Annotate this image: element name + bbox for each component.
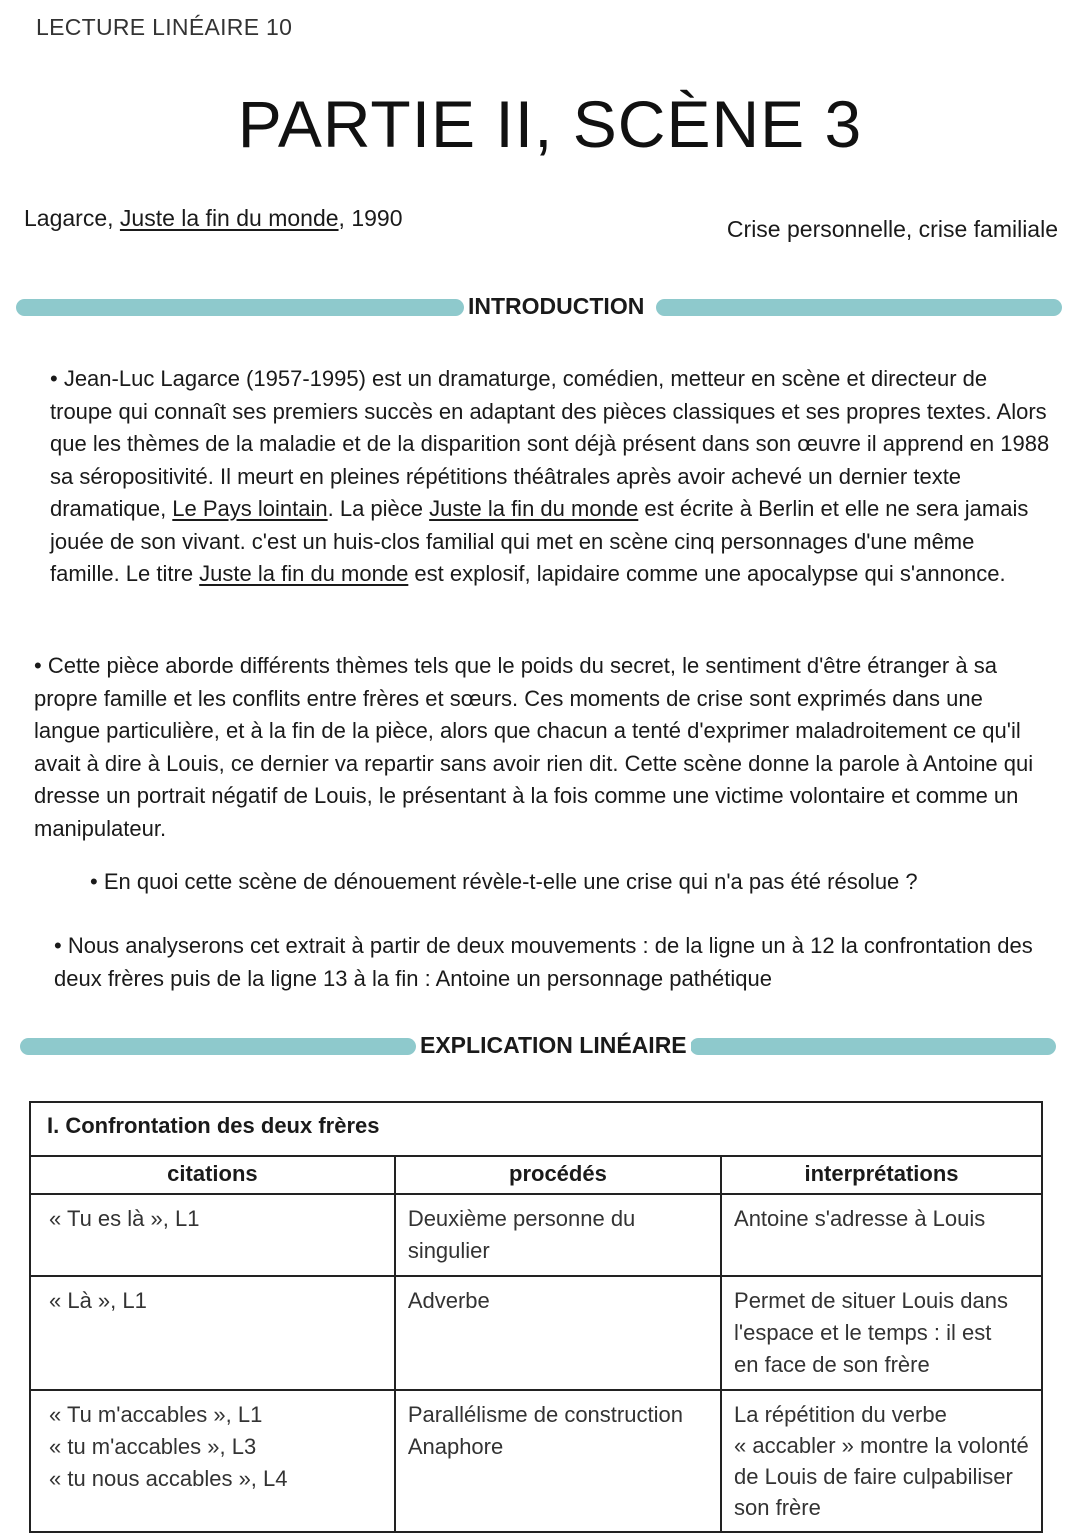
citation-cell	[30, 1390, 395, 1532]
interpretation-line: l'espace et le temps : il est	[734, 1320, 992, 1345]
section-bar-right	[656, 299, 1062, 316]
interpretation-line: « accabler » montre la volonté	[734, 1433, 1029, 1458]
citation-line: « tu m'accables », L3	[49, 1434, 257, 1459]
interpretation-line: son frère	[734, 1495, 821, 1520]
intro-p1-text-d: est explosif, lapidaire comme une apocalypse qui s'annonce.	[408, 561, 1006, 586]
intro-paragraph-2: • Cette pièce aborde différents thèmes tels que le poids du secret, le sentiment d'être étranger à sa propre famille et les conflits entre frères et sœurs. Ces moments de crise sont exprimés dans une langue particulière, et à la fin de la pièce, alors que chacun a tenté d'exprimer maladroitement ce qu'il avait à dire à Louis, ce dernier va repartir sans avoir rien dit. Cette scène donne la parole à Antoine qui dresse un portrait négatif de Louis, le présentant à la fois comme une victime volontaire et comme un manipulateur.	[34, 653, 1034, 841]
author: Lagarce,	[24, 205, 120, 231]
interpretation-cell	[721, 1276, 1042, 1390]
explication-section-header	[20, 1029, 1056, 1065]
work-title: Juste la fin du monde	[119, 205, 339, 231]
procede-line: singulier	[407, 1238, 490, 1263]
intro-p1-text-a: • Jean-Luc Lagarce (1957-1995) est un dramaturge, comédien, metteur en scène et directeur de troupe qui connaît ses premiers succès en adaptant des pièces classiques et ses propres textes. Alors que les thèmes de la maladie et de la disparition sont déjà présent dans son œuvre il apprend en 1988 sa séropositivité. Il meurt en pleines répétitions théâtrales après avoir achevé un dernier texte dramatique,	[50, 366, 1050, 521]
citation-line: « Là », L1	[49, 1288, 147, 1313]
procede-line: Anaphore	[407, 1434, 504, 1459]
procede-cell	[395, 1276, 721, 1390]
work-title-pays-lointain: Le Pays lointain	[172, 496, 328, 521]
column-header-procedes: procédés	[395, 1156, 721, 1194]
theme-label: Crise personnelle, crise familiale	[726, 216, 1058, 242]
analysis-table	[29, 1101, 1043, 1533]
citation-line: « Tu es là », L1	[49, 1206, 200, 1231]
table-row	[30, 1194, 1042, 1276]
table-title: I. Confrontation des deux frères	[30, 1102, 1042, 1156]
citation-line: « tu nous accables », L4	[49, 1466, 288, 1491]
problematique: • En quoi cette scène de dénouement révèle-t-elle une crise qui n'a pas été résolue ?	[90, 869, 918, 894]
procede-cell	[395, 1194, 721, 1276]
citation-cell	[30, 1276, 395, 1390]
page-title: PARTIE II, SCÈNE 3	[237, 87, 863, 161]
section-title-explication: EXPLICATION LINÉAIRE	[416, 1032, 691, 1059]
work-reference	[24, 205, 403, 232]
year: , 1990	[338, 205, 403, 231]
interpretation-line: La répétition du verbe	[734, 1402, 947, 1427]
introduction-section-header	[16, 290, 1062, 326]
citation-cell	[30, 1194, 395, 1276]
procede-line: Parallélisme de construction	[407, 1402, 683, 1427]
section-title-introduction: INTRODUCTION	[464, 293, 648, 320]
procede-line: Deuxième personne du	[407, 1206, 636, 1231]
intro-p1-text-c: est écrite à Berlin et elle ne sera jamais jouée de son vivant. c'est un huis-clos familial qui met en scène cinq personnages d'une même famille. Le titre	[50, 496, 1029, 586]
procede-line: Adverbe	[407, 1288, 490, 1313]
interpretation-line: Permet de situer Louis dans	[734, 1288, 1008, 1313]
section-bar-left	[16, 299, 464, 316]
interpretation-cell	[721, 1390, 1042, 1532]
column-header-interpretations: interprétations	[721, 1156, 1042, 1194]
intro-p1-text-b: . La pièce	[327, 496, 430, 521]
plan-announcement: • Nous analyserons cet extrait à partir de deux mouvements : de la ligne un à 12 la confrontation des deux frères puis de la ligne 13 à la fin : Antoine un personnage pathétique	[54, 933, 1033, 991]
column-header-citations: citations	[30, 1156, 395, 1194]
intro-paragraph-1	[50, 363, 1050, 591]
table-row	[30, 1276, 1042, 1390]
top-label: LECTURE LINÉAIRE 10	[36, 14, 293, 40]
section-bar-right	[690, 1038, 1056, 1055]
table-title-row	[30, 1102, 1042, 1156]
procede-cell	[395, 1390, 721, 1532]
interpretation-cell	[721, 1194, 1042, 1276]
citation-line: « Tu m'accables », L1	[49, 1402, 263, 1427]
work-title-juste-la-fin: Juste la fin du monde	[429, 496, 639, 521]
interpretation-line: en face de son frère	[734, 1352, 930, 1377]
work-title-juste-la-fin: Juste la fin du monde	[199, 561, 409, 586]
interpretation-line: Antoine s'adresse à Louis	[734, 1206, 986, 1231]
table-row	[30, 1390, 1042, 1532]
section-bar-left	[20, 1038, 416, 1055]
interpretation-line: de Louis de faire culpabiliser	[734, 1464, 1013, 1489]
table-header-row	[30, 1156, 1042, 1194]
